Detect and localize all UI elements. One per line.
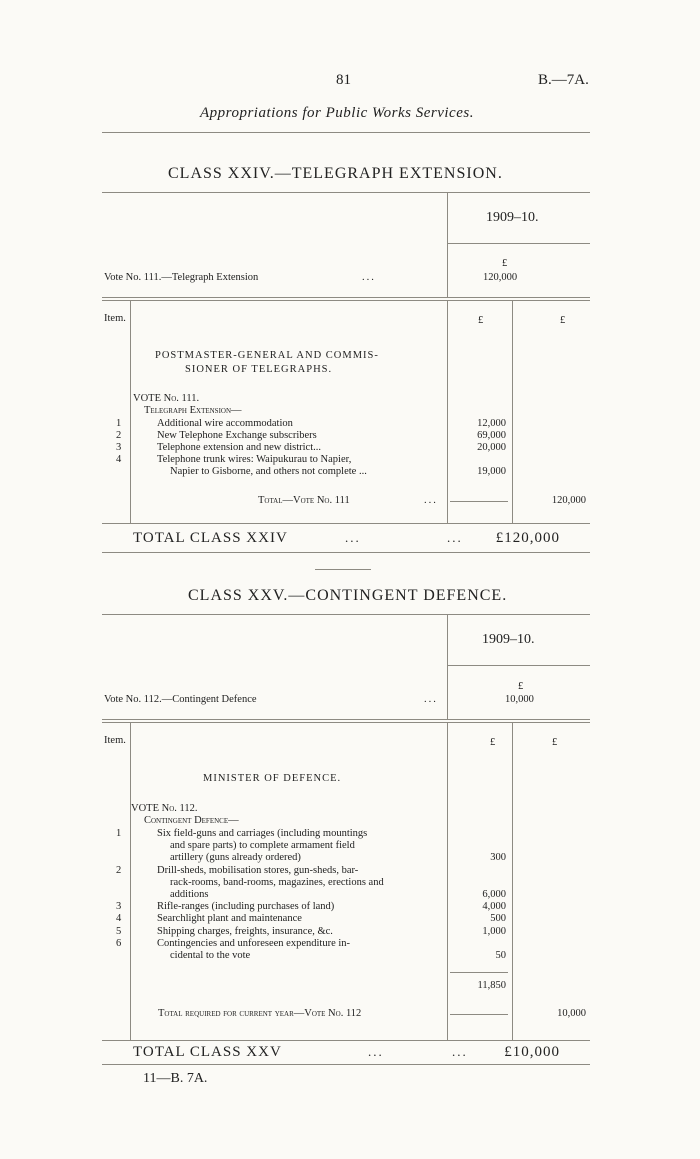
- class25-total-divider: [512, 723, 513, 1040]
- section-separator: [315, 569, 371, 570]
- class24-pound-sign: £: [502, 258, 508, 269]
- item-description: Searchlight plant and maintenance: [157, 913, 302, 925]
- class24-class-total-amount: £120,000: [495, 530, 560, 546]
- class25-class-total-label: TOTAL CLASS XXV: [133, 1044, 282, 1060]
- item-amount: 12,000: [477, 418, 506, 429]
- class25-amount-divider: [447, 723, 448, 1040]
- class24-total-divider: [512, 301, 513, 523]
- item-amount: 50: [495, 950, 506, 961]
- item-description: cidental to the vote: [170, 950, 251, 961]
- class24-total-amount: 120,000: [551, 495, 586, 506]
- class25-end-rule: [102, 1064, 590, 1065]
- class25-year-rule: [447, 665, 590, 666]
- class24-pound-col2: £: [560, 315, 566, 326]
- class25-table-rule-top-2: [102, 722, 590, 723]
- item-description: Drill-sheds, mobilisation stores, gun-sheds, bar-: [157, 864, 359, 876]
- item-number: 2: [116, 430, 122, 441]
- class25-vote-divider: [447, 615, 448, 719]
- document-reference: B.—7A.: [538, 72, 589, 88]
- page-number: 81: [336, 72, 351, 88]
- class24-vote-amount: 120,000: [483, 272, 518, 283]
- printer-signature: 11—B. 7A.: [143, 1071, 208, 1086]
- leader-dots: ...: [345, 530, 361, 545]
- class25-table-rule-bottom: [102, 1040, 590, 1041]
- class25-subtotal-rule: [450, 972, 508, 973]
- item-description: Rifle-ranges (including purchases of land): [157, 901, 335, 913]
- class24-year: 1909–10.: [486, 210, 539, 225]
- item-number: 6: [116, 937, 122, 949]
- item-number: 3: [116, 442, 122, 453]
- class25-vote-line: Vote No. 112.—Contingent Defence: [104, 694, 257, 705]
- class24-end-rule: [102, 552, 590, 553]
- item-description: additions: [170, 889, 209, 900]
- item-number: 4: [116, 913, 122, 925]
- item-number: 1: [116, 828, 122, 839]
- class25-vote-heading: Contingent Defence—: [144, 815, 239, 826]
- item-amount: 1,000: [482, 925, 506, 937]
- item-amount: 20,000: [477, 442, 506, 453]
- item-description: Telephone trunk wires: Waipukurau to Napier,: [157, 454, 352, 465]
- item-amount: 300: [490, 852, 506, 864]
- item-description: and spare parts) to complete armament field: [170, 840, 355, 852]
- class25-minister: MINISTER OF DEFENCE.: [203, 773, 342, 784]
- leader-dots: ...: [424, 495, 438, 506]
- class24-class-total-label: TOTAL CLASS XXIV: [133, 530, 288, 546]
- class24-total-label: Total—Vote No. 111: [258, 495, 350, 506]
- leader-dots: ...: [362, 272, 376, 283]
- class25-class-total-amount: £10,000: [504, 1044, 560, 1060]
- item-number: 3: [116, 901, 122, 913]
- item-description: New Telephone Exchange subscribers: [157, 430, 317, 441]
- class24-minister-line1: POSTMASTER-GENERAL AND COMMIS-: [155, 350, 379, 361]
- class24-total-dash: [450, 501, 508, 502]
- item-description: Napier to Gisborne, and others not complete ...: [170, 466, 367, 477]
- item-description: rack-rooms, band-rooms, magazines, erections and: [170, 876, 384, 888]
- class25-total-amount: 10,000: [557, 1008, 586, 1019]
- class24-amount-divider: [447, 301, 448, 523]
- class25-subtotal: 11,850: [477, 980, 506, 991]
- class24-table-rule-top-2: [102, 300, 590, 301]
- item-number: 5: [116, 925, 122, 937]
- page-subtitle: Appropriations for Public Works Services.: [200, 105, 474, 121]
- item-description: Six field-guns and carriages (including mountings: [157, 828, 368, 839]
- class24-vote-divider: [447, 193, 448, 297]
- class24-item-divider: [130, 301, 131, 523]
- item-amount: 69,000: [477, 430, 506, 441]
- class25-total-dash: [450, 1014, 508, 1015]
- item-amount: 4,000: [482, 901, 506, 913]
- item-amount: 19,000: [477, 466, 506, 477]
- class25-title-rule: [102, 614, 590, 615]
- class24-vote-line: Vote No. 111.—Telegraph Extension: [104, 272, 259, 283]
- class25-total-label: Total required for current year—Vote No. 112: [158, 1008, 362, 1019]
- leader-dots: ...: [447, 530, 463, 545]
- class24-table-rule-top: [102, 297, 590, 298]
- class24-vote-number: VOTE No. 111.: [133, 393, 200, 404]
- leader-dots: ...: [368, 1044, 384, 1059]
- item-description: artillery (guns already ordered): [170, 852, 301, 864]
- class25-title: CLASS XXV.—CONTINGENT DEFENCE.: [188, 587, 508, 604]
- class24-title-rule: [102, 192, 590, 193]
- class25-table-rule-top: [102, 719, 590, 720]
- class24-vote-heading: Telegraph Extension—: [144, 405, 242, 416]
- class25-pound-sign: £: [518, 681, 524, 692]
- header-rule: [102, 132, 590, 133]
- class25-item-divider: [130, 723, 131, 1040]
- item-description: Additional wire accommodation: [157, 418, 293, 429]
- item-description: Contingencies and unforeseen expenditure in-: [157, 937, 351, 949]
- leader-dots: ...: [424, 694, 438, 705]
- item-number: 4: [116, 454, 122, 465]
- class25-year: 1909–10.: [482, 632, 535, 647]
- item-description: Telephone extension and new district...: [157, 442, 322, 453]
- class24-minister-line2: SIONER OF TELEGRAPHS.: [185, 364, 333, 375]
- class25-vote-number: VOTE No. 112.: [131, 803, 198, 814]
- class25-item-header: Item.: [104, 735, 126, 746]
- item-description: Shipping charges, freights, insurance, &c.: [157, 925, 333, 937]
- class24-title: CLASS XXIV.—TELEGRAPH EXTENSION.: [168, 165, 503, 182]
- class25-pound-col1: £: [490, 737, 496, 748]
- class25-vote-amount: 10,000: [505, 694, 534, 705]
- class24-year-rule: [447, 243, 590, 244]
- item-number: 2: [116, 864, 122, 876]
- class25-pound-col2: £: [552, 737, 558, 748]
- item-amount: 500: [490, 913, 506, 925]
- class24-item-header: Item.: [104, 313, 126, 324]
- leader-dots: ...: [452, 1044, 468, 1059]
- item-number: 1: [116, 418, 122, 429]
- item-amount: 6,000: [482, 889, 506, 900]
- class24-pound-col1: £: [478, 315, 484, 326]
- class24-table-rule-bottom: [102, 523, 590, 524]
